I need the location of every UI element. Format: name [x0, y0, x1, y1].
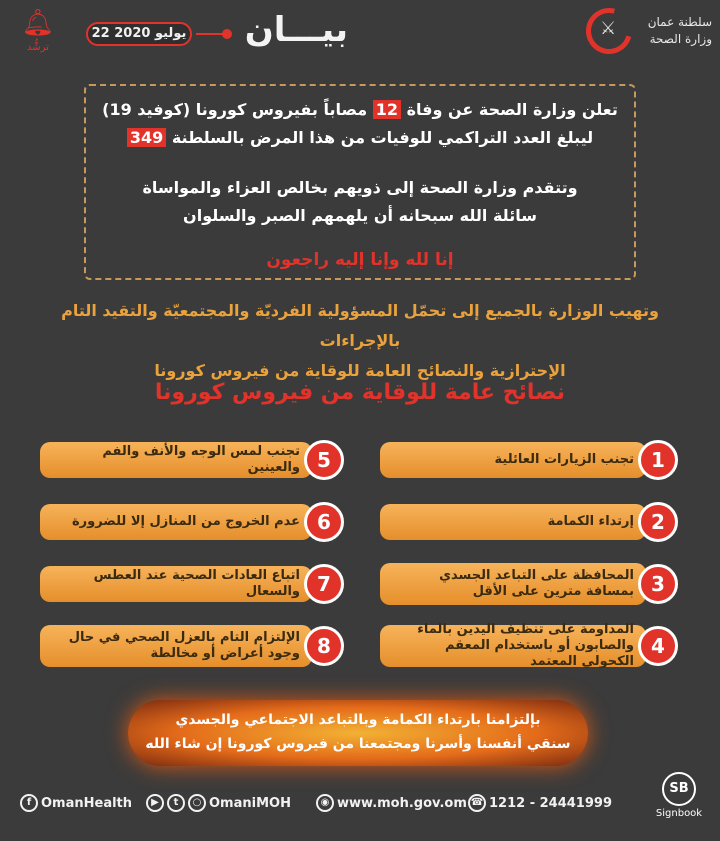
tip-text: عدم الخروج من المنازل إلا للضرورة — [40, 504, 312, 540]
tip-number: 8 — [304, 626, 344, 666]
tip-item-7 — [40, 564, 350, 604]
announcement-line-2 — [86, 128, 634, 147]
ministry-logo — [586, 6, 712, 58]
tip-item-6 — [40, 502, 350, 542]
appeal-line-1: وتهيب الوزارة بالجميع إلى تحمّل المسؤولية الفرديّة والمجتمعيّة والتقيد التام بالإجراءات — [61, 301, 659, 350]
tip-text: تجنب الزيارات العائلية — [380, 442, 646, 478]
announcement-box — [84, 84, 636, 280]
tip-item-5 — [40, 440, 350, 480]
tip-number: 7 — [304, 564, 344, 604]
tip-number: 3 — [638, 564, 678, 604]
tip-text: الإلتزام التام بالعزل الصحي في حال وجود أعراض أو مخالطة — [40, 625, 312, 667]
tip-number: 4 — [638, 626, 678, 666]
phone-number: 1212 - 24441999 — [489, 795, 612, 811]
tips-title: نصائح عامة للوقاية من فيروس كورونا — [154, 380, 566, 405]
emblem-icon: ⚔ — [600, 18, 617, 39]
tip-number: 6 — [304, 502, 344, 542]
condolence-verse: إنا لله وإنا إليه راجعون — [266, 250, 454, 270]
signbook-label: Signbook — [655, 808, 703, 819]
signbook-logo — [654, 772, 704, 819]
tip-number: 5 — [304, 440, 344, 480]
tip-item-1 — [380, 440, 682, 480]
tip-item-3 — [380, 564, 682, 604]
cumulative-count: 349 — [127, 128, 166, 147]
facebook-icon: f — [20, 794, 38, 812]
bell-icon: 🔔︎ — [21, 8, 55, 38]
condolence-line-1: وتتقدم وزارة الصحة إلى ذويهم بخالص العزاء والمواساة — [142, 178, 578, 197]
ministry-name: سلطنة عمان وزارة الصحة — [647, 15, 712, 46]
phone-link[interactable] — [468, 794, 612, 812]
line1-post: مصاباً بفيروس كورونا (كوفيد 19) — [102, 100, 368, 119]
website-url: www.moh.gov.om — [337, 795, 467, 811]
signbook-icon: SB — [662, 772, 696, 806]
footer-message-line-1: بإلتزامنا بارتداء الكمامة وبالتباعد الاجتماعي والجسدي — [175, 712, 541, 728]
tip-text: تجنب لمس الوجه والأنف والفم والعينين — [40, 442, 312, 478]
social-link[interactable] — [146, 794, 291, 812]
tip-number: 2 — [638, 502, 678, 542]
announcement-line-1 — [86, 100, 634, 119]
tip-text: المداومة على تنظيف اليدين بالماء والصابون أو باستخدام المعقم الكحولي المعتمد — [380, 625, 646, 667]
line2-pre: ليبلغ العدد التراكمي للوفيات من هذا المرض بالسلطنة — [171, 128, 594, 147]
appeal-line-2: الإحترازية والنصائح العامة للوقاية من فيروس كورونا — [154, 361, 566, 380]
line1-pre: تعلن وزارة الصحة عن وفاة — [406, 100, 618, 119]
date-badge: 22 يوليو 2020 — [86, 22, 192, 46]
tip-text: اتباع العادات الصحية عند العطس والسعال — [40, 566, 312, 602]
facebook-link[interactable] — [20, 794, 132, 812]
youtube-icon: ▶ — [146, 794, 164, 812]
tarashud-logo — [14, 6, 62, 62]
condolence-line-2: سائلة الله سبحانه أن يلهمهم الصبر والسلوان — [183, 206, 537, 225]
footer-message-banner — [128, 700, 588, 766]
header-dot — [222, 29, 232, 39]
tarashud-logo-text: ترشُّد — [27, 42, 49, 53]
twitter-icon: t — [167, 794, 185, 812]
website-link[interactable] — [316, 794, 467, 812]
tip-item-2 — [380, 502, 682, 542]
ministry-appeal — [30, 296, 690, 386]
tip-item-4 — [380, 622, 682, 669]
deaths-count: 12 — [373, 100, 401, 119]
tip-number: 1 — [638, 440, 678, 480]
phone-icon: ☎ — [468, 794, 486, 812]
tip-item-8 — [40, 626, 350, 666]
globe-icon: ◉ — [316, 794, 334, 812]
footer-message-line-2: سنقي أنفسنا وأسرنا ومجتمعنا من فيروس كورونا إن شاء الله — [145, 736, 571, 752]
social-handle: OmaniMOH — [209, 795, 291, 811]
tip-text: إرتداء الكمامة — [380, 504, 646, 540]
tip-text: المحافظة على التباعد الجسدي بمسافة مترين على الأقل — [380, 563, 646, 605]
instagram-icon: ○ — [188, 794, 206, 812]
page-title: بيـــان — [244, 10, 348, 50]
facebook-handle: OmanHealth — [41, 795, 133, 811]
